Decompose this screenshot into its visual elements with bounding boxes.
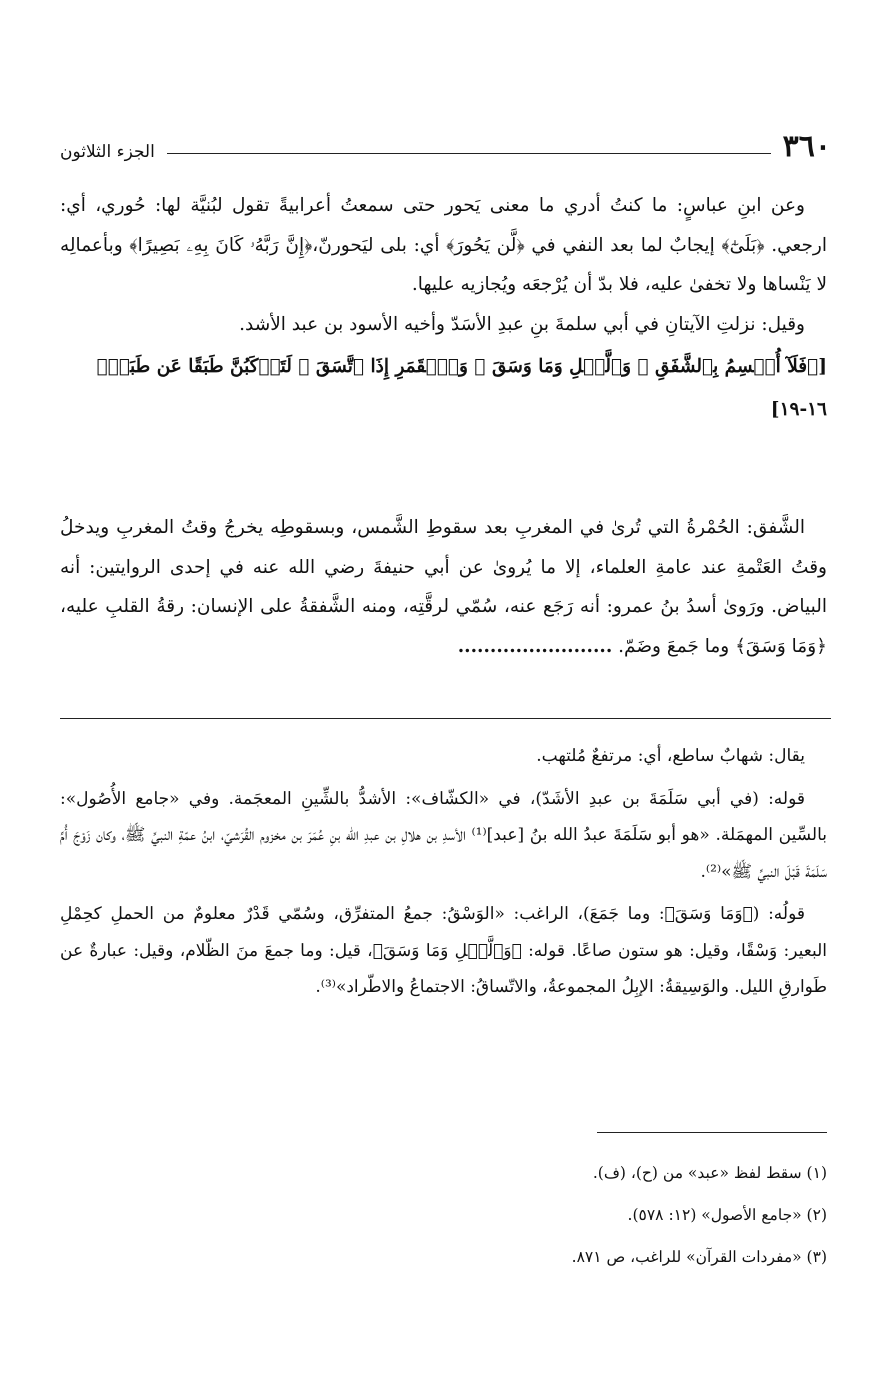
footnote-3: (٣) «مفردات القرآن» للراغب، ص ٨٧١. [571,1248,827,1266]
header-rule [167,153,771,154]
page-number: ٣٦٠ [782,129,831,164]
section-divider [60,718,831,719]
footnotes [60,1152,827,1278]
marginal-notes [60,738,827,1012]
running-title: الجزء الثلاثون [60,142,155,162]
paragraph-ibn-abbas: وعن ابنِ عباسٍ: ما كنتُ أدري ما معنى يَحور حتى سمعتُ أعرابيةً تقول لبُنيَّة لها: حُوري، أي: ارجعي. ﴿بَلَىٰٓ﴾ إيجابٌ لما بعد النفي في ﴿لَّن يَحُورَ﴾ أي: بلى ليَحورنّ،﴿إِنَّ رَبَّهُۥ كَانَ بِهِۦ بَصِيرًا﴾ وبأعمالِه لا يَنْساها ولا تخفىٰ عليه، فلا بدّ أن يُرْجعَه ويُجازيه عليها. [60,195,827,295]
footnote-1: (١) سقط لفظ «عبد» من (ح)، (ف). [592,1164,827,1182]
continuation-dots: ........................ [457,635,613,657]
footnote-divider [597,1132,827,1133]
paragraph-shafaq [60,508,827,666]
paragraph-revelation: وقيل: نزلتِ الآيتانِ في أبي سلمةَ بنِ عبدِ الأسَدّ وأخيه الأسود بن عبد الأشد. [239,313,805,335]
commentary [60,508,827,666]
note-wasaq: قولُه: (﴿وَمَا وَسَقَ﴾: وما جَمَعَ)، الراغب: «الوَسْقُ: جمعُ المتفرِّق، وسُمّي قَدْرٌ معلومٌ من الحملِ كحِمْلِ البعير: وَسْقًا، وقيل: هو ستون صاعًا. قوله: ﴿وَٱلَّيۡلِ وَمَا وَسَقَ﴾، قيل: وما جمعَ منَ الظّلام، وقيل: عبارةٌ عن طَوارقِ الليل. والوَسِيقةُ: الإبِلُ المجموعةُ، والاتّساقُ: الاجتماعُ والاطّراد»⁽³⁾. [60,904,827,997]
main-text [60,186,827,440]
quran-verse: [﴿فَلَآ أُقۡسِمُ بِٱلشَّفَقِ ۞ وَٱلَّيۡلِ وَمَا وَسَقَ ۞ وَٱلۡقَمَرِ إِذَا ٱتَّسَقَ ۞ لَتَرۡكَبُنَّ طَبَقًا عَن طَبَقٖ﴾ [96,356,827,377]
shafaq-text: الشَّفق: الحُمْرةُ التي تُرىٰ في المغربِ بعد سقوطِ الشَّمس، وبسقوطِه يخرجُ وقتُ المغربِ ويدخلُ وقتُ العَتْمةِ عند عامةِ العلماء، إلا ما يُروىٰ عن أبي حنيفةَ رضي الله عنه في إحدى الروايتين: أنه البياض. ورَوىٰ أسدُ بنُ عمرو: أنه رَجَع عنه، سُمّي لرقَّتِه، ومنه الشَّفقةُ على الإنسان: رقةُ القلبِ عليه، ﴿وَمَا وَسَقَ﴾ وما جَمعَ وضَمّ. [60,517,827,657]
note-abu-salama: قوله: (في أبي سَلَمَةَ بن عبدِ الأشَدّ)، في «الكشّاف»: الأشدُّ بالشِّينِ المعجَمة. وفي «جامع الأُصُول»: بالسِّين المهمَلة. «هو أبو سَلَمَةَ عبدُ الله بنُ [عبد]⁽¹⁾ الأسدِ بن هلالِ بن عبدِ الله بنِ عُمَرَ بن مخزوم القُرَشيّ، ابنُ عمّةِ النبيِّ ﷺ، وكان زَوْجَ أُمِّ سَلَمَةَ قَبْلَ النبيِّ ﷺ»⁽²⁾. [60,788,827,882]
footnote-2: (٢) «جامع الأصول» (١٢: ٥٧٨). [627,1206,827,1224]
page-header [60,120,831,164]
note-shihab: يقال: شهابٌ ساطع، أي: مرتفعٌ مُلتهب. [536,746,805,766]
verse-reference: ١٦-١٩] [770,399,827,420]
